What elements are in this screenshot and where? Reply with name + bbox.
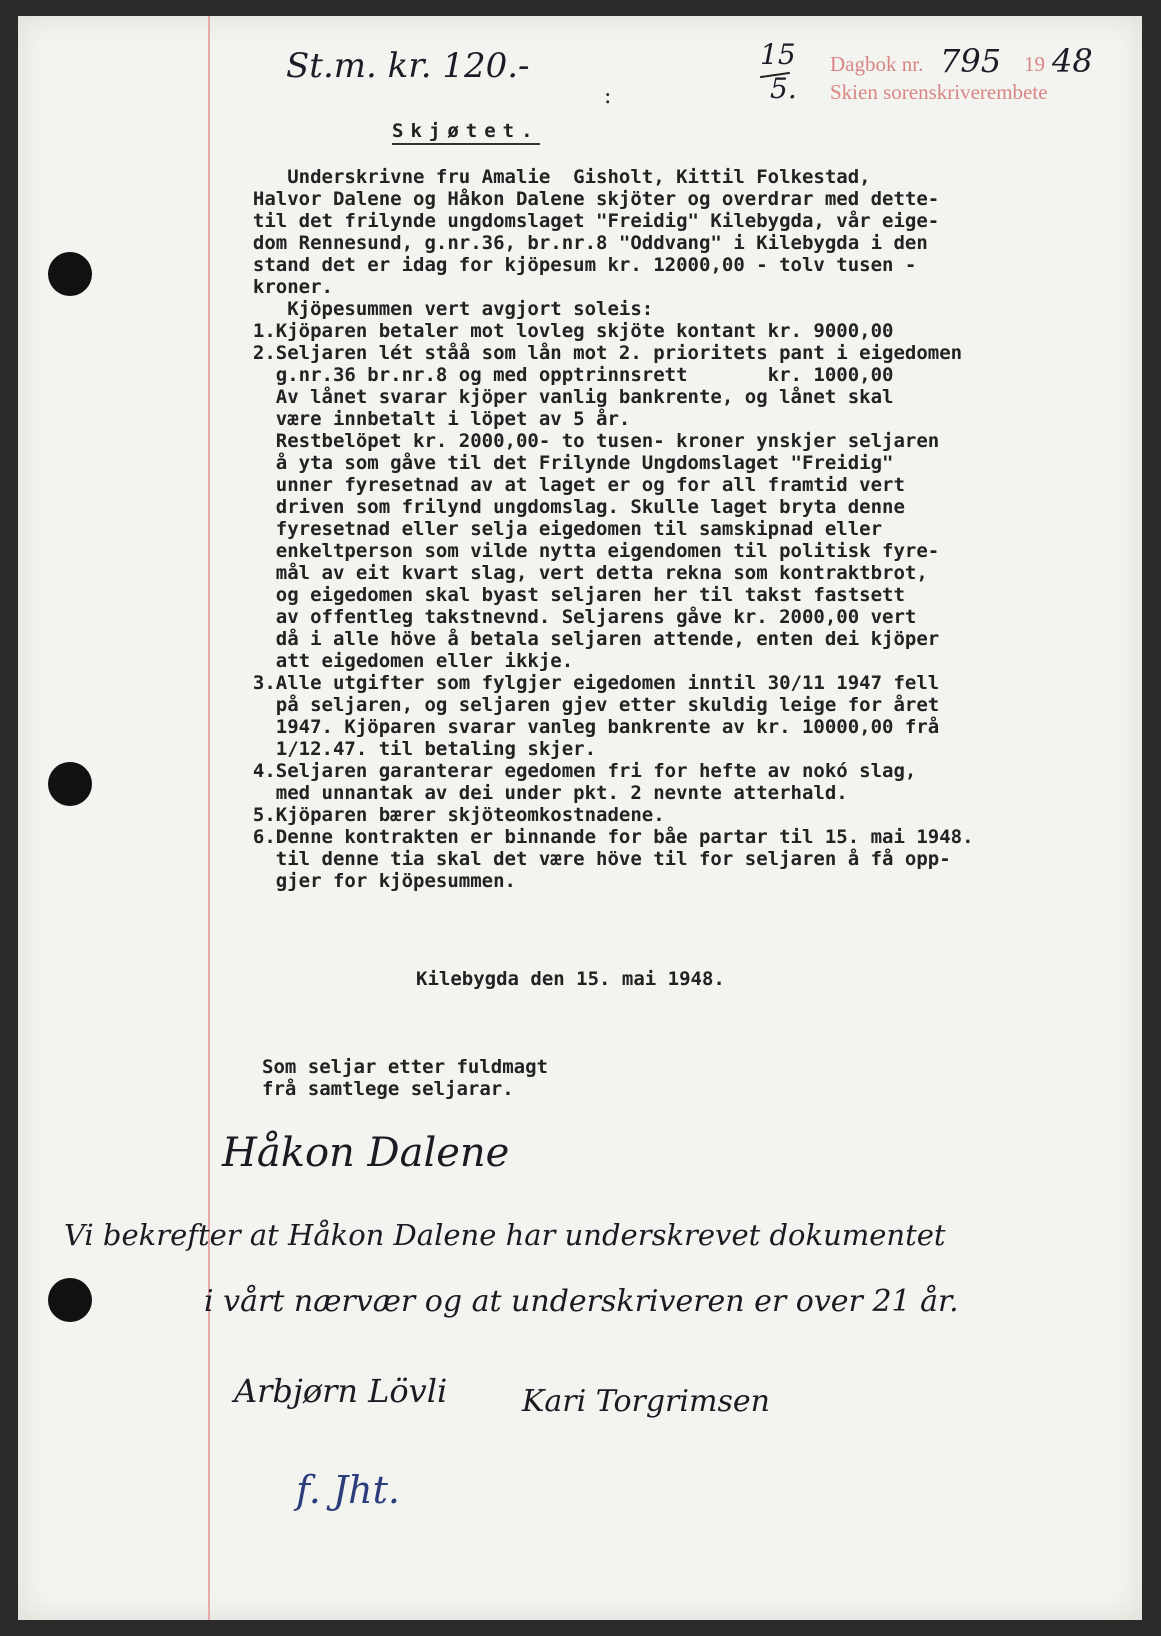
witness-attestation-line-2: i vårt nærvær og at underskriveren er over 21 år. bbox=[204, 1284, 959, 1319]
punch-hole bbox=[48, 762, 92, 806]
date-fraction-top: 15 bbox=[760, 38, 796, 71]
body-line: av offentleg takstnevnd. Seljarens gåve kr. 2000,00 vert bbox=[230, 606, 917, 628]
body-line: Av lånet svarar kjöper vanlig bankrente, og lånet skal bbox=[230, 386, 894, 408]
body-line: 1/12.47. til betaling skjer. bbox=[230, 738, 597, 760]
body-line: mål av eit kvart slag, vert detta rekna som kontraktbrot, bbox=[230, 562, 928, 584]
punch-hole bbox=[48, 1278, 92, 1322]
registry-number: 795 bbox=[940, 42, 1002, 80]
body-line: og eigedomen skal byast seljaren her til takst fastsett bbox=[230, 584, 905, 606]
margin-rule bbox=[208, 16, 210, 1620]
body-line: 4.Seljaren garanterar egedomen fri for hefte av nokó slag, bbox=[230, 760, 917, 782]
body-line: g.nr.36 br.nr.8 og med opptrinnsrett kr. 1000,00 bbox=[230, 364, 894, 386]
punch-hole bbox=[48, 252, 92, 296]
body-line: 6.Denne kontrakten er binnande for båe partar til 15. mai 1948. bbox=[230, 826, 974, 848]
seller-signature: Håkon Dalene bbox=[222, 1130, 510, 1176]
body-line: att eigedomen eller ikkje. bbox=[230, 650, 574, 672]
date-fraction-bottom: 5. bbox=[770, 72, 797, 105]
witness-signature-2: Kari Torgrimsen bbox=[522, 1384, 770, 1419]
body-line: Halvor Dalene og Håkon Dalene skjöter og overdrar med dette- bbox=[230, 188, 940, 210]
registry-stamp-office: Skien sorenskriverembete bbox=[830, 80, 1048, 104]
body-line: då i alle höve å betala seljaren attende, enten dei kjöper bbox=[230, 628, 940, 650]
body-line: på seljaren, og seljaren gjev etter skuldig leige for året bbox=[230, 694, 940, 716]
body-line: gjer for kjöpesummen. bbox=[230, 870, 516, 892]
registry-stamp-label: Dagbok nr. bbox=[830, 52, 924, 76]
registry-year-suffix: 48 bbox=[1052, 42, 1093, 80]
body-line: driven som frilynd ungdomslag. Skulle laget bryta denne bbox=[230, 496, 905, 518]
witness-signature-1: Arbjørn Lövli bbox=[234, 1372, 448, 1410]
dots-mark: : bbox=[604, 84, 612, 109]
registry-year-prefix: 19 bbox=[1024, 52, 1045, 76]
document-title: Skjøtet. bbox=[392, 120, 540, 145]
body-line: å yta som gåve til det Frilynde Ungdomslaget "Freidig" bbox=[230, 452, 894, 474]
body-line: 1947. Kjöparen svarar vanleg bankrente av kr. 10000,00 frå bbox=[230, 716, 940, 738]
body-line: Restbelöpet kr. 2000,00- to tusen- kroner ynskjer seljaren bbox=[230, 430, 940, 452]
body-line: til denne tia skal det være höve til for seljaren å få opp- bbox=[230, 848, 951, 870]
body-line: 5.Kjöparen bærer skjöteomkostnadene. bbox=[230, 804, 665, 826]
body-line: fyresetnad eller selja eigedomen til samskipnad eller bbox=[230, 518, 883, 540]
agent-line-1: Som seljar etter fuldmagt bbox=[262, 1056, 548, 1078]
body-line: dom Rennesund, g.nr.36, br.nr.8 "Oddvang" i Kilebygda i den bbox=[230, 232, 928, 254]
body-line: Kjöpesummen vert avgjort soleis: bbox=[230, 298, 654, 320]
initials-signature: f. Jht. bbox=[296, 1468, 400, 1512]
body-line: Underskrivne fru Amalie Gisholt, Kittil Folkestad, bbox=[230, 166, 871, 188]
body-line: enkeltperson som vilde nytta eigendomen til politisk fyre- bbox=[230, 540, 940, 562]
body-line: til det frilynde ungdomslaget "Freidig" Kilebygda, vår eige- bbox=[230, 210, 940, 232]
body-line: 2.Seljaren lét ståå som lån mot 2. prioritets pant i eigedomen bbox=[230, 342, 963, 364]
place-date: Kilebygda den 15. mai 1948. bbox=[416, 968, 725, 990]
agent-line-2: frå samtlege seljarar. bbox=[262, 1078, 514, 1100]
body-line: 1.Kjöparen betaler mot lovleg skjöte kontant kr. 9000,00 bbox=[230, 320, 894, 342]
body-line: 3.Alle utgifter som fylgjer eigedomen inntil 30/11 1947 fell bbox=[230, 672, 940, 694]
document-body bbox=[230, 166, 974, 892]
body-line: unner fyresetnad av at laget er og for all framtid vert bbox=[230, 474, 905, 496]
body-line: med unnantak av dei under pkt. 2 nevnte atterhald. bbox=[230, 782, 848, 804]
witness-attestation-line-1: Vi bekrefter at Håkon Dalene har underskrevet dokumentet bbox=[64, 1218, 946, 1252]
body-line: stand det er idag for kjöpesum kr. 12000,00 - tolv tusen - bbox=[230, 254, 917, 276]
body-line: være innbetalt i löpet av 5 år. bbox=[230, 408, 631, 430]
body-line: kroner. bbox=[230, 276, 333, 298]
handwritten-fee: St.m. kr. 120.- bbox=[286, 46, 530, 86]
